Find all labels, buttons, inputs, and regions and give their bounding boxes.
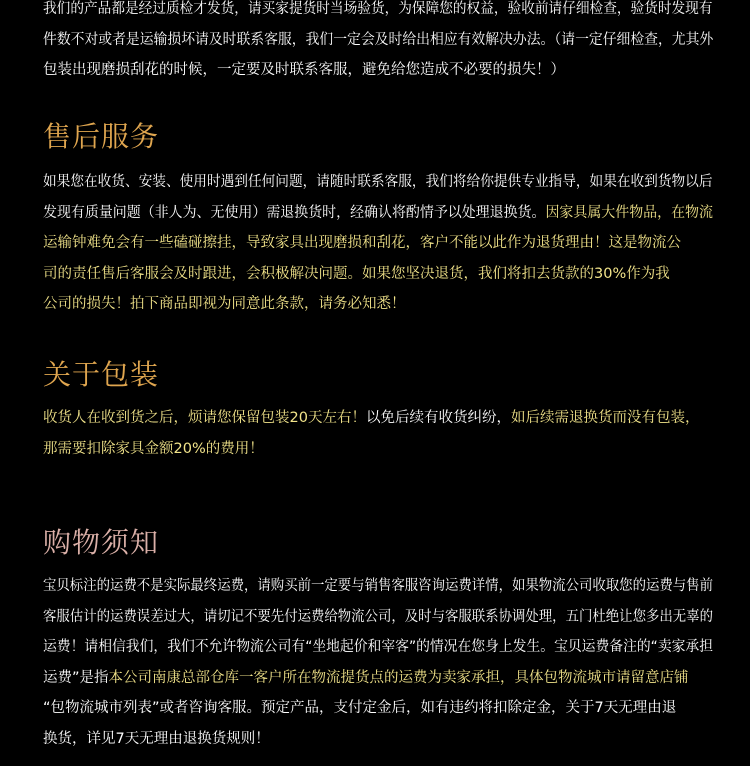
- intro-line: [43, 25, 714, 56]
- body-text: 我们的产品都是经过质检才发货，请买家提货时当场验货，为保障您的权益，验收前请仔细检查，验货时发现有: [43, 1, 713, 17]
- body-text: 宝贝标注的运费不是实际最终运费，请购买前一定要与销售客服咨询运费详情，如果物流公司收取您的运费与售前: [43, 578, 713, 594]
- body-text: 包装出现磨损刮花的时候，一定要及时联系客服，避免给您造成不必要的损失！）: [43, 62, 565, 78]
- body-text: 换货，详见7天无理由退换货规则！: [43, 730, 270, 747]
- after-sales-line: [43, 259, 713, 290]
- after-sales-paragraph: [43, 167, 713, 320]
- intro-line: [43, 0, 713, 25]
- after-sales-line: [43, 228, 713, 259]
- packaging-line: [43, 434, 713, 465]
- highlighted-text: 本公司南康总部仓库一客户所在物流提货点的运费为卖家承担，具体包物流城市请留意店铺: [108, 669, 689, 686]
- intro-paragraph: [43, 0, 713, 86]
- packaging-paragraph: [43, 403, 713, 464]
- highlighted-text: 运输钟难免会有一些磕碰擦挂，导致家具出现磨损和刮花，客户不能以此作为退货理由！这是物流公: [43, 235, 681, 251]
- highlighted-text: 收货人在收到货之后，烦请您保留包装20天左右！: [43, 410, 366, 426]
- body-text: 以免后续有收货纠纷，: [365, 410, 511, 426]
- after-sales-line: [43, 167, 713, 198]
- packaging-heading: 关于包装: [43, 358, 160, 391]
- shopping-line: [43, 663, 713, 694]
- body-text: 运费”是指: [43, 669, 109, 686]
- body-text: 件数不对或者是运输损坏请及时联系客服，我们一定会及时给出相应有效解决办法。（请一定仔细检查，尤其外: [43, 31, 714, 48]
- intro-line: [43, 55, 713, 86]
- shopping-notice-heading: 购物须知: [43, 526, 160, 559]
- shopping-line: [43, 602, 713, 633]
- highlighted-text: 那需要扣除家具金额20%的费用！: [43, 440, 264, 457]
- after-sales-line: [43, 289, 713, 320]
- shopping-notice-paragraph: [43, 571, 713, 754]
- highlighted-text: 因家具属大件物品，在物流: [545, 204, 713, 221]
- after-sales-heading: 售后服务: [43, 120, 160, 153]
- highlighted-text: 公司的损失！拍下商品即视为同意此条款，请务必知悉！: [43, 296, 406, 312]
- shopping-line: [43, 571, 713, 602]
- body-text: 发现有质量问题（非人为、无使用）需退换货时，经确认将酌情予以处理退换货。: [43, 204, 546, 221]
- body-text: 如果您在收货、安装、使用时遇到任何问题，请随时联系客服，我们将给你提供专业指导，如果在收到货物以后: [43, 174, 713, 190]
- highlighted-text: 如后续需退换货而没有包装，: [510, 410, 700, 426]
- body-text: “包物流城市列表”或者咨询客服。预定产品，支付定金后，如有违约将扣除定金，关于7天无理由退: [43, 700, 677, 716]
- body-text: 运费！请相信我们，我们不允许物流公司有“坐地起价和宰客”的情况在您身上发生。宝贝运费备注的“卖家承担: [43, 639, 714, 655]
- highlighted-text: 司的责任售后客服会及时跟进，会积极解决问题。如果您坚决退货，我们将扣去货款的30%作为我: [43, 265, 670, 282]
- shopping-line: [43, 693, 713, 724]
- after-sales-line: [43, 198, 713, 229]
- body-text: 客服估计的运费误差过大，请切记不要先付运费给物流公司，及时与客服联系协调处理，五门杜绝让您多出无辜的: [43, 608, 713, 625]
- packaging-line: [43, 403, 713, 434]
- shopping-line: [43, 632, 714, 663]
- shopping-line: [43, 724, 713, 755]
